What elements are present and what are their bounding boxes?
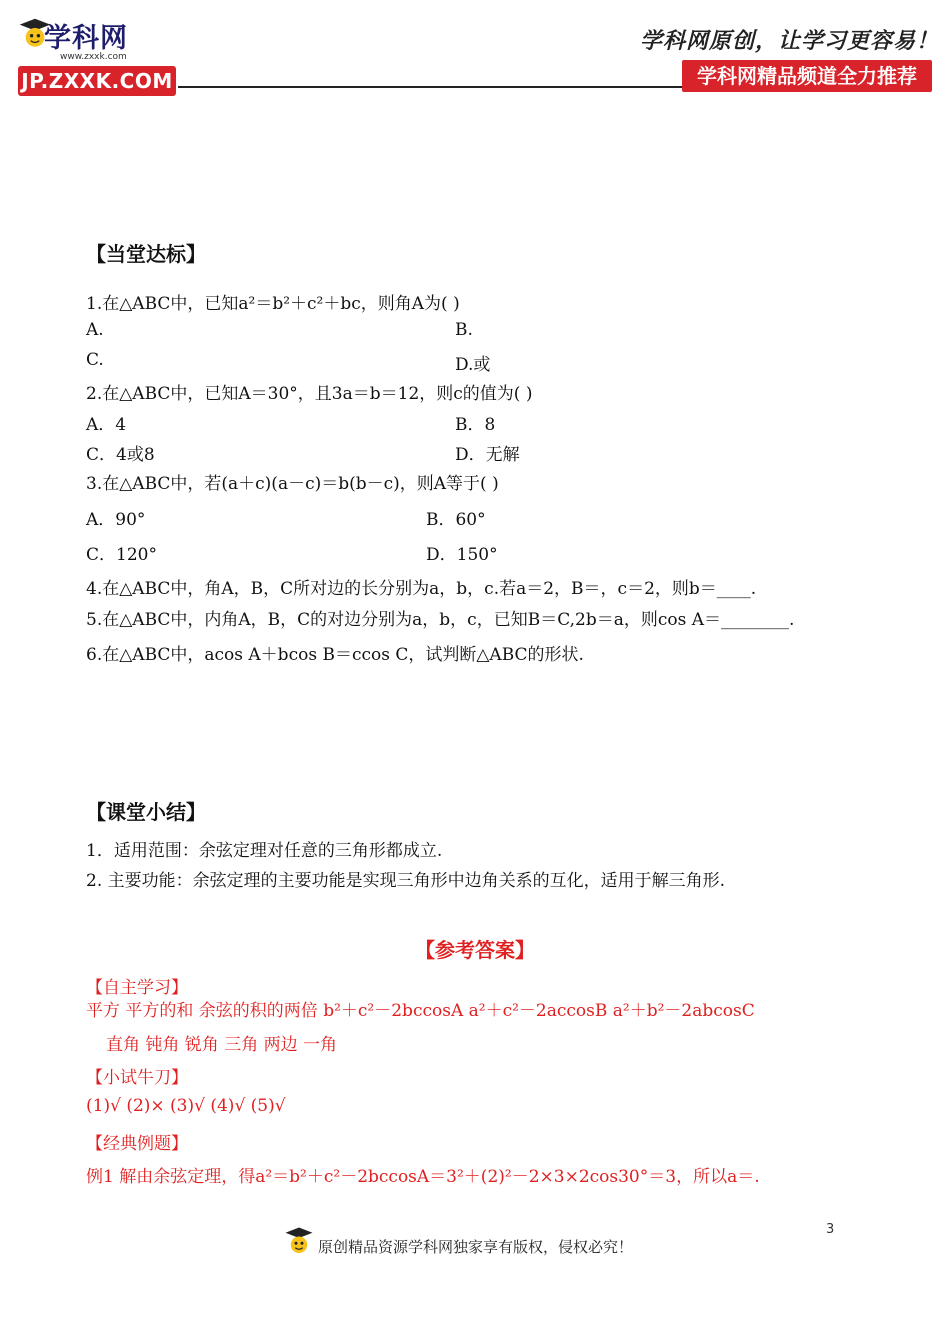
recommend-banner: 学科网精品频道全力推荐 (682, 60, 932, 92)
q3-option-b: B．60° (426, 510, 486, 530)
q1-option-a: A. (86, 320, 104, 340)
q2-option-a: A．4 (86, 415, 127, 435)
question-1: 1.在△ABC中，已知a²＝b²＋c²＋bc，则角A为( ) (86, 294, 460, 314)
answers-subtitle-quick-test: 【小试牛刀】 (86, 1068, 188, 1088)
footer-mascot-icon (284, 1224, 314, 1258)
question-4: 4.在△ABC中，角A，B，C所对边的长分别为a，b，c.若a＝2，B＝，c＝2，则b＝____. (86, 579, 757, 599)
q1-option-d: D.或 (455, 355, 491, 375)
answers-self-study-line-1: 平方 平方的和 余弦的积的两倍 b²＋c²－2bccosA a²＋c²－2accosB a²＋b²－2abcosC (86, 1001, 755, 1021)
summary-section-title: 【课堂小结】 (86, 800, 206, 824)
q2-option-c: C．4或8 (86, 445, 155, 465)
logo-domain-badge: JP.ZXXK.COM (18, 66, 176, 96)
summary-item-2: 2. 主要功能：余弦定理的主要功能是实现三角形中边角关系的互化，适用于解三角形. (86, 871, 726, 891)
q3-option-c: C．120° (86, 545, 157, 565)
header-slogan: 学科网原创，让学习更容易！ (640, 28, 940, 54)
logo-text: 学科网 (44, 23, 128, 54)
answers-self-study-line-2: 直角 钝角 锐角 三角 两边 一角 (106, 1035, 338, 1055)
question-6: 6.在△ABC中，acos A＋bcos B＝ccos C，试判断△ABC的形状. (86, 645, 584, 665)
footer-copyright-notice: 原创精品资源学科网独家享有版权，侵权必究！ (318, 1238, 634, 1256)
answers-quick-test-line: (1)√ (2)× (3)√ (4)√ (5)√ (86, 1096, 286, 1116)
answers-example-1: 例1 解由余弦定理，得a²＝b²＋c²－2bccosA＝3²＋(2)²－2×3×2cos30°＝3，所以a＝. (86, 1167, 760, 1187)
q3-option-a: A．90° (86, 510, 146, 530)
q3-option-d: D．150° (426, 545, 498, 565)
question-2: 2.在△ABC中，已知A＝30°，且3a＝b＝12，则c的值为( ) (86, 384, 533, 404)
header-divider (178, 86, 684, 88)
q2-option-b: B．8 (455, 415, 496, 435)
practice-section-title: 【当堂达标】 (86, 242, 206, 266)
question-5: 5.在△ABC中，内角A，B，C的对边分别为a，b，c，已知B＝C,2b＝a，则cos A＝________. (86, 610, 795, 630)
q2-option-d: D．无解 (455, 445, 520, 465)
answers-subtitle-self-study: 【自主学习】 (86, 978, 188, 998)
question-3: 3.在△ABC中，若(a＋c)(a－c)＝b(b－c)，则A等于( ) (86, 474, 499, 494)
logo-small-url: www.zxxk.com (60, 52, 127, 62)
answers-section-title: 【参考答案】 (415, 938, 535, 962)
q1-option-c: C. (86, 350, 104, 370)
page-number: 3 (826, 1222, 835, 1237)
summary-item-1: 1．适用范围：余弦定理对任意的三角形都成立. (86, 841, 443, 861)
answers-subtitle-examples: 【经典例题】 (86, 1134, 188, 1154)
q1-option-b: B. (455, 320, 473, 340)
